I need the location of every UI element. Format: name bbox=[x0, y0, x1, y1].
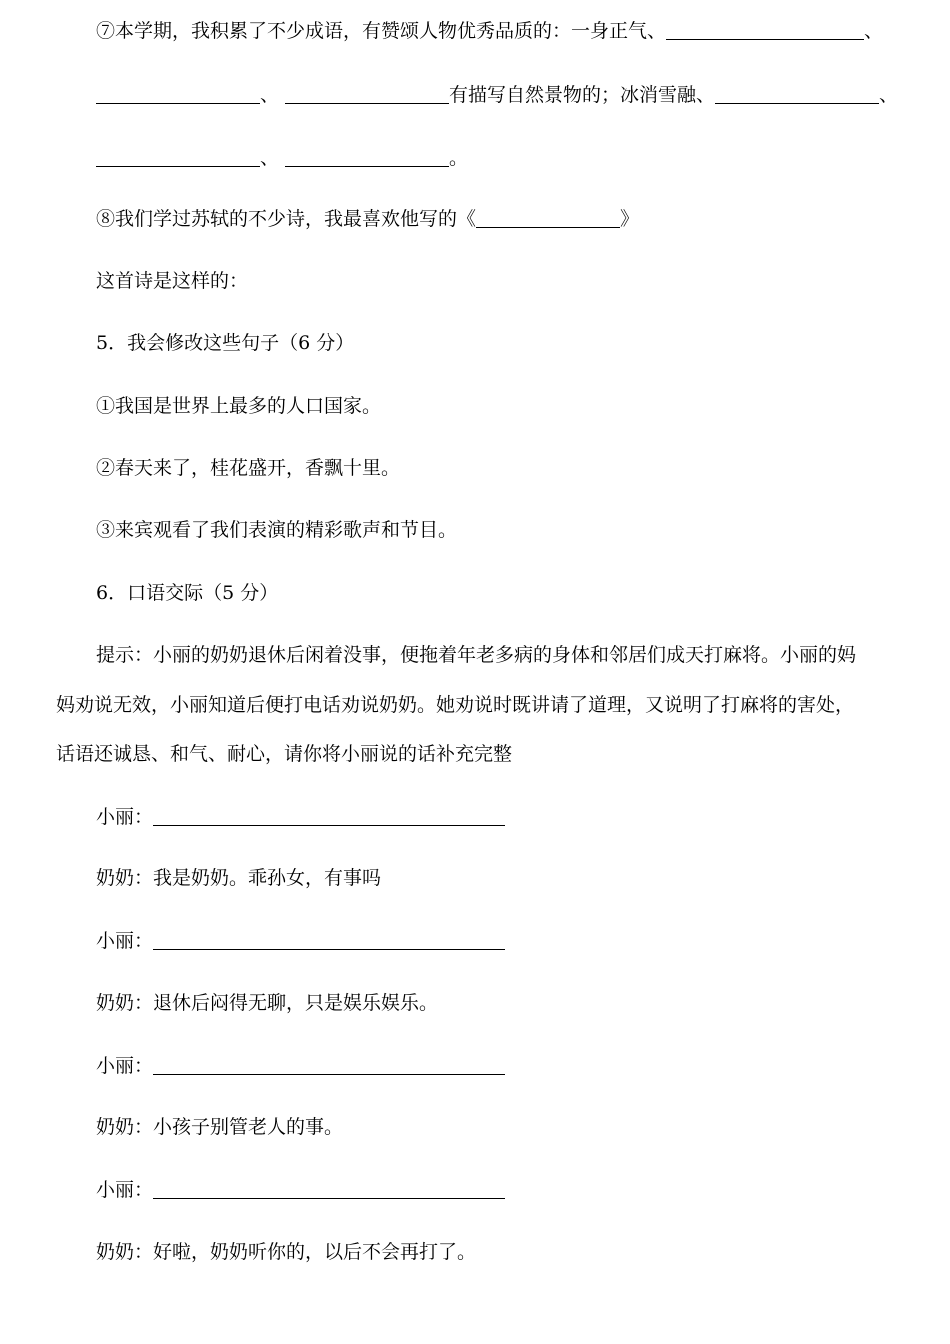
xiaoli-answer-blank-2[interactable] bbox=[153, 929, 505, 950]
xiaoli-answer-blank-1[interactable] bbox=[153, 805, 505, 826]
dialogue-grandma-3: 奶奶：小孩子别管老人的事。 bbox=[96, 1116, 344, 1138]
idiom-blank-6[interactable] bbox=[285, 146, 449, 167]
q6-title: 6．口语交际（5 分） bbox=[96, 582, 279, 604]
q5-sentence-3: ③来宾观看了我们表演的精彩歌声和节目。 bbox=[96, 519, 458, 541]
speaker-label: 小丽： bbox=[96, 806, 154, 828]
xiaoli-answer-blank-3[interactable] bbox=[153, 1054, 505, 1075]
dialogue-grandma-2: 奶奶：退休后闷得无聊，只是娱乐娱乐。 bbox=[96, 992, 439, 1014]
idiom-blank-2[interactable] bbox=[96, 83, 260, 104]
idiom-blank-5[interactable] bbox=[96, 146, 260, 167]
dialogue-xiaoli-3 bbox=[96, 1053, 505, 1079]
item7-line3 bbox=[96, 145, 468, 171]
dialogue-grandma-4: 奶奶：好啦，奶奶听你的，以后不会再打了。 bbox=[96, 1241, 477, 1263]
speaker-label: 小丽： bbox=[96, 1055, 154, 1077]
idiom-blank-1[interactable] bbox=[666, 19, 864, 40]
speaker-label: 小丽： bbox=[96, 1179, 154, 1201]
separator: 、 bbox=[864, 20, 884, 42]
idiom-blank-3[interactable] bbox=[285, 83, 449, 104]
item7-mid-text: 有描写自然景物的；冰消雪融、 bbox=[449, 84, 716, 106]
dialogue-xiaoli-1 bbox=[96, 804, 505, 830]
xiaoli-answer-blank-4[interactable] bbox=[153, 1178, 505, 1199]
q6-prompt-line-1: 提示：小丽的奶奶退休后闲着没事，便拖着年老多病的身体和邻居们成天打麻将。小丽的妈 bbox=[96, 644, 857, 666]
q5-sentence-2: ②春天来了，桂花盛开，香飘十里。 bbox=[96, 457, 401, 479]
q5-title: 5．我会修改这些句子（6 分） bbox=[96, 332, 355, 354]
item8-line2: 这首诗是这样的： bbox=[96, 270, 249, 292]
q5-sentence-1: ①我国是世界上最多的人口国家。 bbox=[96, 395, 382, 417]
item7-end: 。 bbox=[449, 147, 469, 169]
q6-prompt-line-2: 妈劝说无效，小丽知道后便打电话劝说奶奶。她劝说时既讲请了道理，又说明了打麻将的害处， bbox=[56, 694, 855, 716]
item7-line2 bbox=[96, 82, 898, 108]
item7-line1 bbox=[96, 18, 883, 44]
poem-title-blank[interactable] bbox=[476, 207, 620, 228]
item8-line1 bbox=[96, 206, 639, 232]
item8-prefix: ⑧我们学过苏轼的不少诗，我最喜欢他写的《 bbox=[96, 208, 477, 230]
item7-prefix: ⑦本学期，我积累了不少成语，有赞颂人物优秀品质的：一身正气、 bbox=[96, 20, 667, 42]
dialogue-xiaoli-4 bbox=[96, 1177, 505, 1203]
q6-prompt-line-3: 话语还诚恳、和气、耐心，请你将小丽说的话补充完整 bbox=[56, 743, 513, 765]
dialogue-xiaoli-2 bbox=[96, 928, 505, 954]
separator: 、 bbox=[260, 147, 280, 169]
speaker-label: 小丽： bbox=[96, 930, 154, 952]
separator: 、 bbox=[879, 84, 899, 106]
idiom-blank-4[interactable] bbox=[715, 83, 879, 104]
item8-suffix: 》 bbox=[620, 208, 640, 230]
separator: 、 bbox=[260, 84, 280, 106]
dialogue-grandma-1: 奶奶：我是奶奶。乖孙女，有事吗 bbox=[96, 867, 382, 889]
